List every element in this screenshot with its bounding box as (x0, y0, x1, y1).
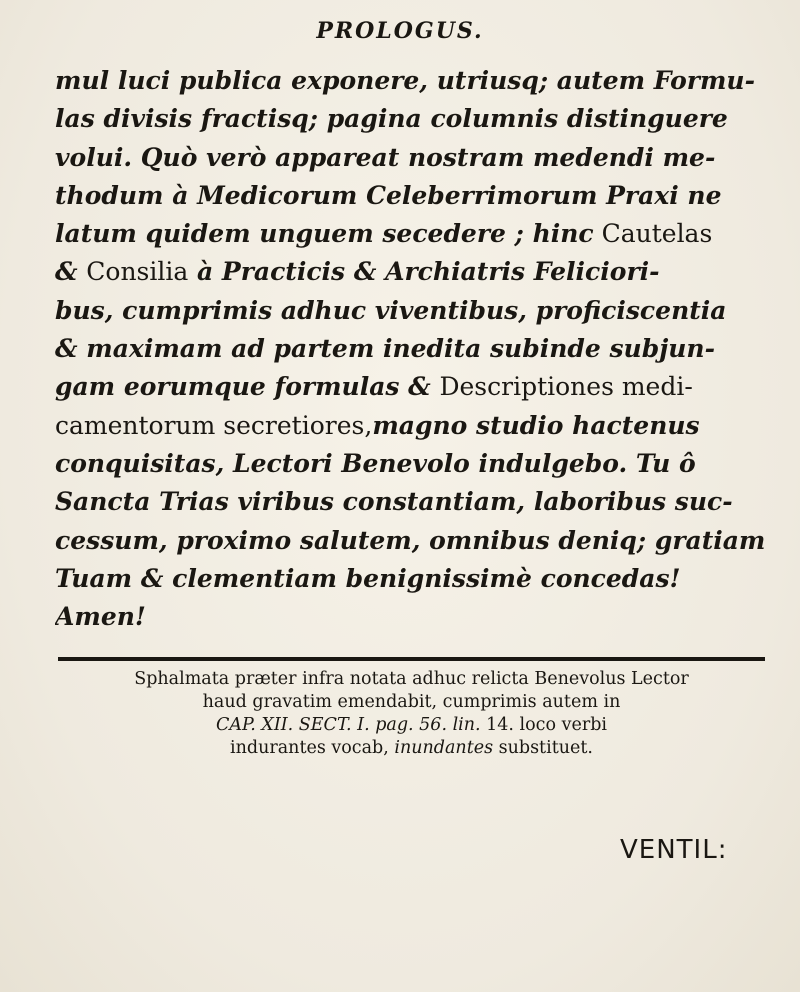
text-line (55, 215, 767, 253)
text-segment: Cautelas (593, 219, 713, 249)
text-segment: thodum à Medicorum Celeberrimorum Praxi ne (55, 180, 722, 210)
text-segment: Descriptiones medi- (439, 372, 693, 402)
text-segment: Sancta Trias viribus constantiam, laboribus suc- (55, 487, 733, 517)
text-segment: magno studio hactenus (372, 410, 700, 440)
text-line (55, 62, 767, 100)
text-segment: mul luci publica exponere, utriusq; autem Formu- (55, 66, 755, 95)
text-segment: camentorum secretiores, (55, 410, 373, 440)
text-segment: & maximam ad partem inedita subinde subjun- (55, 334, 715, 364)
running-header: PROLOGUS. (316, 18, 484, 44)
text-segment: à Practicis & Archiatris Feliciori- (188, 257, 660, 287)
text-segment: Tuam & clementiam benignissimè concedas! (55, 563, 681, 593)
errata-note (58, 668, 765, 760)
text-line (55, 522, 767, 560)
text-segment: cessum, proximo salutem, omnibus deniq; gratiam (55, 525, 766, 555)
errata-line-4 (58, 737, 765, 760)
text-line (55, 100, 767, 138)
errata-line-1: Sphalmata præter infra notata adhuc relicta Benevolus Lector (134, 669, 689, 689)
text-segment: bus, cumprimis adhuc viventibus, proficiscentia (55, 295, 727, 325)
text-segment: conquisitas, Lectori Benevolo indulgebo. Tu ô (55, 448, 696, 478)
errata-word: inundantes (394, 738, 494, 758)
errata-reference: CAP. XII. SECT. I. pag. 56. lin. (216, 715, 481, 735)
text-segment: latum quidem unguem secedere ; (55, 219, 533, 249)
text-line (55, 330, 767, 368)
text-line (55, 139, 767, 177)
text-line (55, 445, 767, 483)
text-segment: las divisis fractisq; pagina columnis distinguere (55, 104, 728, 134)
text-line (55, 407, 767, 445)
separator-rule (58, 657, 765, 661)
text-line (55, 177, 767, 215)
text-line (55, 598, 767, 636)
errata-line-3-rest: 14. loco verbi (480, 715, 607, 735)
errata-line-4-a: indurantes vocab, (230, 738, 395, 758)
text-line (55, 253, 767, 291)
errata-line-2: haud gravatim emendabit, cumprimis autem in (202, 692, 621, 712)
text-line (55, 560, 767, 598)
text-segment: volui. Quò verò appareat nostram medendi me- (55, 142, 716, 172)
prologue-body (55, 62, 767, 636)
text-segment: gam eorumque formulas & (55, 372, 440, 402)
text-segment: Consilia (86, 257, 189, 287)
errata-line-3 (58, 714, 765, 737)
text-line (55, 368, 767, 406)
text-line (55, 483, 767, 521)
text-segment: & (55, 257, 87, 287)
text-segment: hinc (532, 219, 594, 249)
errata-line-4-c: substituet. (493, 738, 593, 758)
text-segment: Amen! (55, 602, 146, 632)
catchword: VENTIL: (620, 835, 728, 865)
text-line (55, 292, 767, 330)
